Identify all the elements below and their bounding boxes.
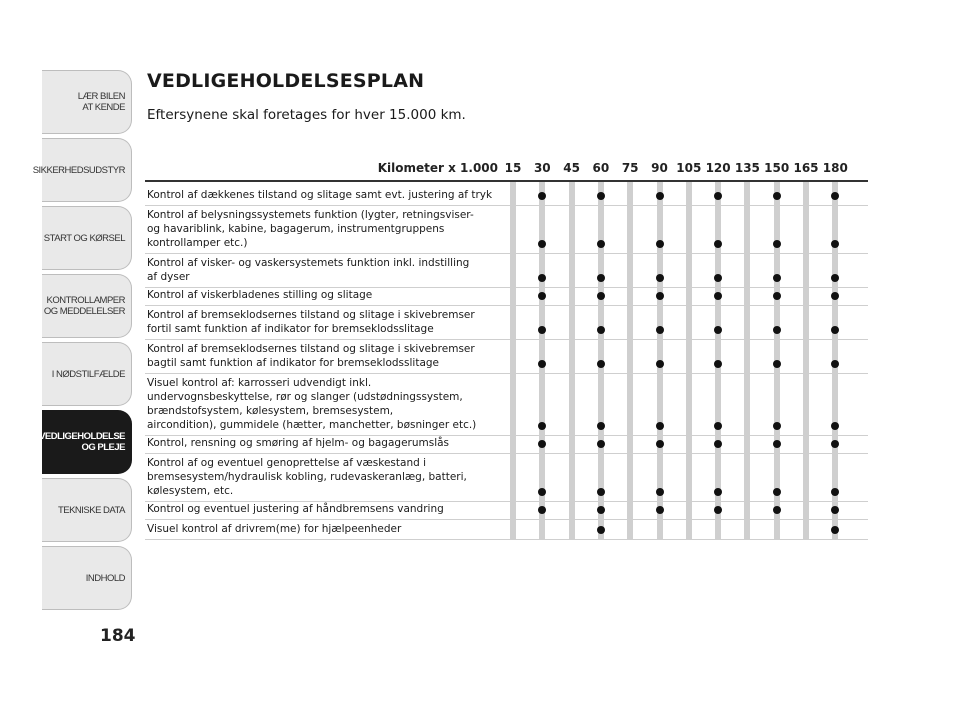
service-mark-dot — [597, 360, 605, 368]
chapter-tab-label: VEDLIGEHOLDELSE OG PLEJE — [39, 431, 125, 453]
table-header-row — [145, 155, 868, 182]
km-column-header: 30 — [533, 161, 551, 175]
table-row — [145, 454, 868, 502]
service-mark-dot — [656, 360, 664, 368]
service-mark-dot — [656, 274, 664, 282]
row-description: Kontrol af og eventuel genoprettelse af væskestand i bremsesystem/hydraulisk kobling, rudevaskeranlæg, batteri, kølesystem, etc. — [147, 457, 467, 497]
service-mark-dot — [831, 526, 839, 534]
service-mark-dot — [538, 240, 546, 248]
km-column-header: 90 — [651, 161, 668, 175]
page-number: 184 — [100, 626, 136, 646]
service-mark-dot — [773, 506, 781, 514]
service-mark-dot — [831, 440, 839, 448]
km-column-header: 165 — [793, 161, 819, 175]
km-column-header: 120 — [705, 161, 731, 175]
km-column-header: 105 — [676, 161, 702, 175]
km-column-header: 45 — [563, 161, 580, 175]
service-mark-dot — [831, 506, 839, 514]
service-mark-dot — [831, 326, 839, 334]
service-mark-dot — [597, 240, 605, 248]
service-mark-dot — [831, 488, 839, 496]
table-row — [145, 436, 868, 454]
service-mark-dot — [656, 292, 664, 300]
chapter-tab-label: LÆR BILEN AT KENDE — [77, 91, 125, 113]
table-row — [145, 502, 868, 520]
service-mark-dot — [597, 292, 605, 300]
service-mark-dot — [538, 292, 546, 300]
chapter-tab[interactable] — [42, 478, 132, 542]
table-row — [145, 206, 868, 254]
service-mark-dot — [831, 292, 839, 300]
row-description: Kontrol af visker- og vaskersystemets funktion inkl. indstilling af dyser — [147, 257, 470, 283]
table-row — [145, 374, 868, 436]
chapter-tab[interactable] — [39, 410, 132, 474]
service-mark-dot — [538, 360, 546, 368]
service-mark-dot — [538, 192, 546, 200]
service-mark-dot — [714, 422, 722, 430]
service-mark-dot — [538, 326, 546, 334]
service-mark-dot — [597, 274, 605, 282]
row-description: Kontrol af viskerbladenes stilling og slitage — [147, 289, 373, 301]
row-description: Kontrol af dækkenes tilstand og slitage samt evt. justering af tryk — [147, 189, 493, 201]
km-header-label: Kilometer x 1.000 — [377, 161, 498, 175]
service-mark-dot — [656, 240, 664, 248]
service-mark-dot — [538, 422, 546, 430]
service-mark-dot — [597, 192, 605, 200]
chapter-tab[interactable] — [42, 342, 132, 406]
service-mark-dot — [773, 192, 781, 200]
service-mark-dot — [538, 440, 546, 448]
service-mark-dot — [714, 360, 722, 368]
service-mark-dot — [831, 422, 839, 430]
service-mark-dot — [714, 292, 722, 300]
table-row — [145, 288, 868, 306]
row-description: Kontrol og eventuel justering af håndbremsens vandring — [147, 503, 444, 515]
chapter-tab-label: KONTROLLAMPER OG MEDDELELSER — [43, 295, 125, 317]
service-mark-dot — [773, 326, 781, 334]
chapter-tab-label: I NØDSTILFÆLDE — [51, 368, 125, 380]
service-mark-dot — [714, 326, 722, 334]
service-mark-dot — [773, 360, 781, 368]
chapter-tab-label: INDHOLD — [85, 572, 125, 584]
chapter-tab[interactable] — [42, 546, 132, 610]
table-row — [145, 340, 868, 374]
service-mark-dot — [656, 422, 664, 430]
km-column-header: 15 — [504, 161, 522, 175]
service-mark-dot — [714, 274, 722, 282]
service-mark-dot — [773, 422, 781, 430]
page-subtitle: Eftersynene skal foretages for hver 15.000 km. — [147, 107, 466, 123]
chapter-tab[interactable] — [32, 138, 132, 202]
km-column-header: 180 — [822, 161, 848, 175]
service-mark-dot — [773, 274, 781, 282]
km-column-header: 60 — [592, 161, 610, 175]
chapter-tab-label: TEKNISKE DATA — [57, 504, 125, 516]
km-column-header: 135 — [734, 161, 760, 175]
km-column-header: 75 — [621, 161, 639, 175]
page-title: VEDLIGEHOLDELSESPLAN — [147, 70, 425, 92]
service-mark-dot — [714, 240, 722, 248]
service-mark-dot — [597, 326, 605, 334]
table-row — [145, 254, 868, 288]
maintenance-table — [145, 155, 868, 540]
chapter-tab[interactable] — [42, 70, 132, 134]
service-mark-dot — [773, 292, 781, 300]
service-mark-dot — [597, 488, 605, 496]
service-mark-dot — [831, 360, 839, 368]
row-description: Kontrol af belysningssystemets funktion (lygter, retningsviser- og havariblink, kabine, bagagerum, instrumentgruppens kontrollamper etc.) — [147, 209, 474, 249]
row-description: Kontrol af bremseklodsernes tilstand og slitage i skivebremser bagtil samt funktion af indikator for bremseklodsslitage — [147, 343, 475, 369]
chapter-tab-label: SIKKERHEDSUDSTYR — [32, 164, 125, 176]
service-mark-dot — [656, 506, 664, 514]
service-mark-dot — [831, 192, 839, 200]
chapter-tab[interactable] — [42, 206, 132, 270]
table-row — [145, 182, 868, 206]
service-mark-dot — [538, 506, 546, 514]
service-mark-dot — [714, 440, 722, 448]
service-mark-dot — [714, 488, 722, 496]
service-mark-dot — [656, 192, 664, 200]
table-row — [145, 306, 868, 340]
service-mark-dot — [538, 274, 546, 282]
service-mark-dot — [773, 488, 781, 496]
service-mark-dot — [538, 488, 546, 496]
row-description: Kontrol, rensning og smøring af hjelm- og bagagerumslås — [147, 437, 450, 449]
service-mark-dot — [656, 326, 664, 334]
service-mark-dot — [597, 440, 605, 448]
service-mark-dot — [714, 506, 722, 514]
service-mark-dot — [656, 440, 664, 448]
service-mark-dot — [597, 422, 605, 430]
row-description: Kontrol af bremseklodsernes tilstand og slitage i skivebremser fortil samt funktion af indikator for bremseklodsslitage — [147, 309, 475, 335]
km-column-header: 150 — [764, 161, 790, 175]
service-mark-dot — [773, 240, 781, 248]
chapter-tab[interactable] — [42, 274, 132, 338]
service-mark-dot — [597, 526, 605, 534]
row-description: Visuel kontrol af: karrosseri udvendigt inkl. undervognsbeskyttelse, rør og slanger (udstødningssystem, brændstofsystem, kølesystem, bremsesystem, aircondition), gummidele (hætter, manchetter, bøsninger etc.) — [147, 377, 477, 431]
service-mark-dot — [831, 274, 839, 282]
service-mark-dot — [714, 192, 722, 200]
service-mark-dot — [831, 240, 839, 248]
service-mark-dot — [656, 488, 664, 496]
row-description: Visuel kontrol af drivrem(me) for hjælpeenheder — [147, 523, 402, 535]
chapter-tab-label: START OG KØRSEL — [43, 232, 125, 244]
table-row — [145, 520, 868, 540]
service-mark-dot — [597, 506, 605, 514]
service-mark-dot — [773, 440, 781, 448]
